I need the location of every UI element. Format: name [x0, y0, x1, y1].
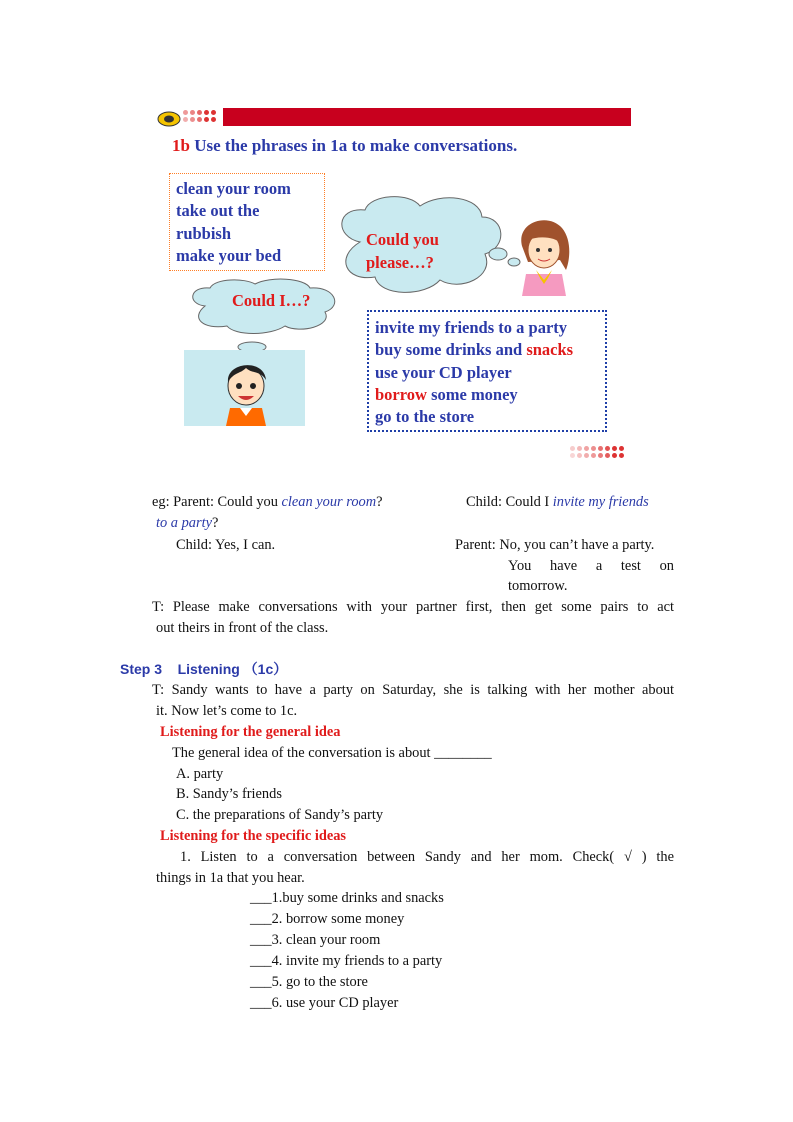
phrase-go-store: go to the store: [375, 407, 475, 427]
slide-title-text: Use the phrases in 1a to make conversations.: [194, 136, 518, 155]
example-child-reply: Child: Yes, I can.: [176, 537, 276, 553]
example-child-prefix: Child: Could I: [466, 494, 553, 510]
parent-bubble-line2: please…?: [366, 253, 434, 272]
parent-bubble-text: [366, 228, 439, 274]
parent-bubble-line1: Could you: [366, 230, 439, 249]
general-idea-question: The general idea of the conversation is about ________: [172, 745, 492, 761]
checklist-item-3: ___3. clean your room: [250, 932, 381, 948]
step3-intro-2: it. Now let’s come to 1c.: [156, 703, 298, 719]
example-child-question-cont: [156, 513, 218, 534]
step3-intro-1: T: Sandy wants to have a party on Saturday, she is talking with her mother about: [152, 682, 674, 698]
checklist-item-6: ___6. use your CD player: [250, 995, 399, 1011]
example-q1: ?: [376, 494, 383, 510]
boy-icon: [216, 356, 278, 426]
phrase-borrow-money: [375, 384, 573, 406]
phrase-buy-drinks-text: buy some drinks and: [375, 340, 527, 360]
checklist-item-5: ___5. go to the store: [250, 974, 368, 990]
slide-title-number: 1b: [172, 136, 190, 155]
option-c: C. the preparations of Sandy’s party: [176, 807, 384, 823]
phrase-make-bed: make your bed: [176, 245, 282, 265]
checklist: [250, 888, 444, 1014]
teacher-instruction-2: out theirs in front of the class.: [156, 620, 329, 636]
step3-heading: Step 3 Listening （1c）: [120, 661, 288, 677]
checklist-item-1: ___1.buy some drinks and snacks: [250, 890, 444, 906]
phrase-borrow: borrow: [375, 384, 427, 404]
slide-title: [172, 136, 517, 156]
phrase-cd-player: use your CD player: [375, 362, 512, 382]
option-b: B. Sandy’s friends: [176, 786, 282, 802]
option-a: A. party: [176, 766, 224, 782]
phrase-clean-room: clean your room: [176, 179, 291, 198]
parent-phrases: [176, 178, 291, 267]
phrase-buy-drinks: [375, 339, 573, 361]
general-idea-heading: Listening for the general idea: [160, 724, 341, 740]
phrase-take-out: take out the: [176, 201, 260, 221]
checklist-item-2: ___2. borrow some money: [250, 911, 405, 927]
phrase-some-money: some money: [426, 384, 518, 404]
specific-question-1: 1. Listen to a conversation between Sandy and her mom. Check( √ ) the: [180, 849, 674, 865]
teacher-instruction-1: T: Please make conversations with your partner first, then get some pairs to act: [152, 599, 674, 615]
mother-icon: [508, 210, 576, 296]
phrase-snacks: snacks: [526, 340, 574, 360]
example-child-q: ?: [211, 515, 219, 531]
example-phrase-clean: clean your room: [281, 494, 377, 510]
logo-icon: [156, 108, 184, 128]
example-parent-reply-3: tomorrow.: [508, 578, 568, 594]
example-eg-prefix: eg: Parent: Could you: [152, 494, 282, 510]
phrase-rubbish: rubbish: [176, 223, 232, 243]
example-phrase-invite: invite my friends: [552, 494, 649, 510]
specific-ideas-heading: Listening for the specific ideas: [160, 828, 347, 844]
specific-question-2: things in 1a that you hear.: [156, 870, 305, 886]
example-parent-reply-2: You have a test on: [508, 558, 674, 574]
child-bubble-text: Could I…?: [232, 291, 311, 310]
example-phrase-party: to a party: [156, 515, 212, 531]
example-parent-question: [152, 492, 383, 513]
child-phrases: [375, 317, 573, 428]
example-parent-reply-1: Parent: No, you can’t have a party.: [455, 537, 655, 553]
phrase-invite-friends: invite my friends to a party: [375, 318, 568, 337]
title-banner: [223, 108, 631, 126]
checklist-item-4: ___4. invite my friends to a party: [250, 953, 443, 969]
example-child-question: [466, 492, 649, 513]
